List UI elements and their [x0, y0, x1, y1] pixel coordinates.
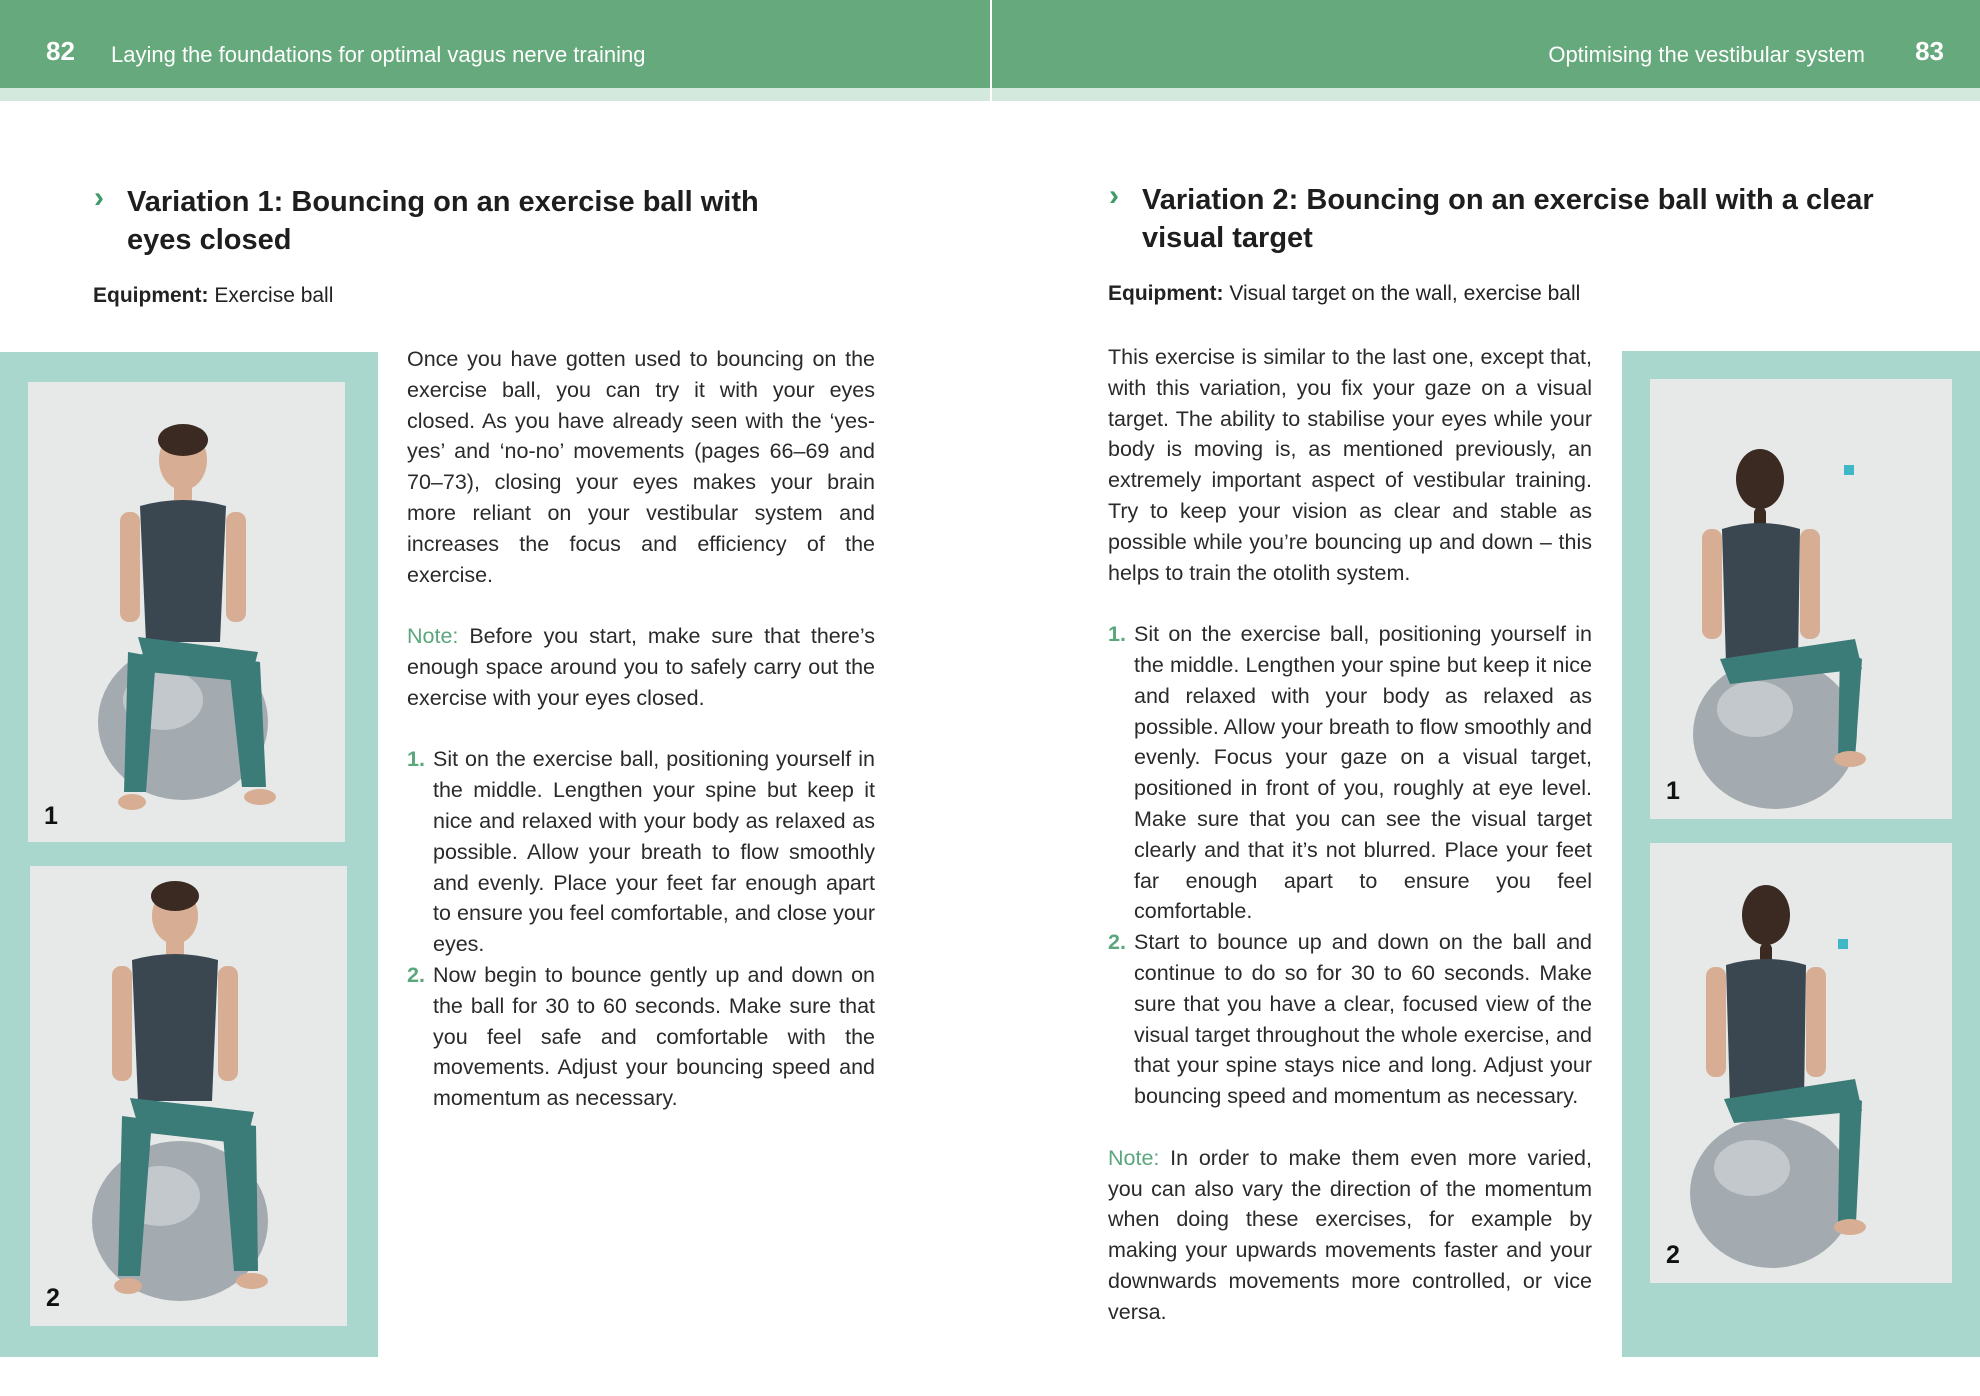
- list-item: [1108, 619, 1592, 927]
- right-steps-list: [1108, 619, 1592, 1112]
- left-note-text: Before you start, make sure that there’s enough space around you to safely carry out the exercise with your eyes closed.: [407, 624, 875, 710]
- left-note-paragraph: [407, 621, 875, 713]
- left-note-label: Note:: [407, 624, 459, 649]
- step-text: Now begin to bounce gently up and down on the ball for 30 to 60 seconds. Make sure that you feel safe and comfortable with the movements. Adjust your bouncing speed and momentum as necessary.: [433, 962, 875, 1111]
- seated-woman-bouncing-illustration: [30, 866, 347, 1326]
- left-photo-panel: [0, 352, 378, 1357]
- right-note-paragraph: [1108, 1143, 1592, 1328]
- right-equipment-value: Visual target on the wall, exercise ball: [1229, 282, 1581, 305]
- left-photo-2: [30, 866, 347, 1326]
- left-body-text: [407, 344, 875, 1114]
- visual-target-marker: [1838, 939, 1848, 949]
- left-photo-2-label: 2: [46, 1284, 60, 1312]
- list-item: [1108, 927, 1592, 1112]
- right-section-title: Variation 2: Bouncing on an exercise ball with a clear visual target: [1142, 184, 1874, 254]
- right-equipment-label: Equipment:: [1108, 282, 1224, 305]
- visual-target-marker: [1844, 465, 1854, 475]
- left-photo-1-label: 1: [44, 802, 58, 830]
- right-body-text: [1108, 342, 1592, 1358]
- right-page-number: 83: [1915, 36, 1944, 66]
- left-page-number: 82: [46, 36, 75, 66]
- chevron-right-icon: ›: [1109, 179, 1119, 212]
- right-photo-1: [1650, 379, 1952, 819]
- right-equipment: [1108, 282, 1580, 306]
- step-number: 2.: [1108, 930, 1126, 955]
- list-item: [407, 960, 875, 1114]
- left-section-title: Variation 1: Bouncing on an exercise ball with eyes closed: [127, 186, 759, 256]
- right-photo-1-label: 1: [1666, 777, 1680, 805]
- left-page-header: [0, 0, 990, 88]
- left-running-head: Laying the foundations for optimal vagus nerve training: [111, 42, 646, 67]
- step-number: 1.: [1108, 622, 1126, 647]
- right-photo-2: [1650, 843, 1952, 1283]
- right-photo-2-label: 2: [1666, 1241, 1680, 1269]
- step-text: Sit on the exercise ball, positioning yourself in the middle. Lengthen your spine but keep it nice and relaxed with your body as relaxed as possible. Allow your breath to flow smoothly and evenly. Focus your gaze on a visual target, positioned in front of you, roughly at eye level. Make sure that you can see the visual target clearly and that it’s not blurred. Place your feet far enough apart to ensure you feel comfortable.: [1134, 622, 1592, 924]
- seated-woman-eyes-closed-illustration: [28, 382, 345, 842]
- left-equipment-value: Exercise ball: [214, 284, 334, 307]
- list-item: [407, 744, 875, 960]
- step-text: Sit on the exercise ball, positioning yourself in the middle. Lengthen your spine but keep it nice and relaxed with your body as relaxed as possible. Allow your breath to flow smoothly and evenly. Place your feet far enough apart to ensure you feel comfortable, and close your eyes.: [433, 747, 875, 957]
- right-header-strip: [992, 88, 1980, 101]
- left-photo-1: [28, 382, 345, 842]
- right-note-label: Note:: [1108, 1145, 1160, 1170]
- right-running-head: Optimising the vestibular system: [1548, 42, 1865, 67]
- right-page-header: [992, 0, 1980, 88]
- right-intro-paragraph: This exercise is similar to the last one, except that, with this variation, you fix your gaze on a visual target. The ability to stabilise your eyes while your body is moving is, as mentioned previously, an extremely important aspect of vestibular training. Try to keep your vision as clear and stable as possible while you’re bouncing up and down – this helps to train the otolith system.: [1108, 345, 1592, 585]
- left-intro-paragraph: Once you have gotten used to bouncing on the exercise ball, you can try it with your eyes closed. As you have already seen with the ‘yes-yes’ and ‘no-no’ movements (pages 66–69 and 70–73), closing your eyes makes your brain more reliant on your vestibular system and increases the focus and efficiency of the exercise.: [407, 347, 875, 587]
- left-equipment: [93, 284, 333, 308]
- seated-woman-back-view-illustration: [1650, 379, 1952, 819]
- step-text: Start to bounce up and down on the ball and continue to do so for 30 to 60 seconds. Make sure that you have a clear, focused view of the visual target throughout the whole exercise, and that your spine stays nice and long. Adjust your bouncing speed and momentum as necessary.: [1134, 930, 1592, 1109]
- step-number: 1.: [407, 747, 425, 772]
- chevron-right-icon: ›: [94, 181, 104, 214]
- seated-woman-back-view-bouncing-illustration: [1650, 843, 1952, 1283]
- right-photo-panel: [1622, 351, 1980, 1357]
- left-equipment-label: Equipment:: [93, 284, 209, 307]
- step-number: 2.: [407, 962, 425, 987]
- left-steps-list: [407, 744, 875, 1114]
- left-header-strip: [0, 88, 990, 101]
- right-note-text: In order to make them even more varied, you can also vary the direction of the momentum when doing these exercises, for example by making your upwards movements faster and your downwards movements more controlled, or vice versa.: [1108, 1145, 1592, 1324]
